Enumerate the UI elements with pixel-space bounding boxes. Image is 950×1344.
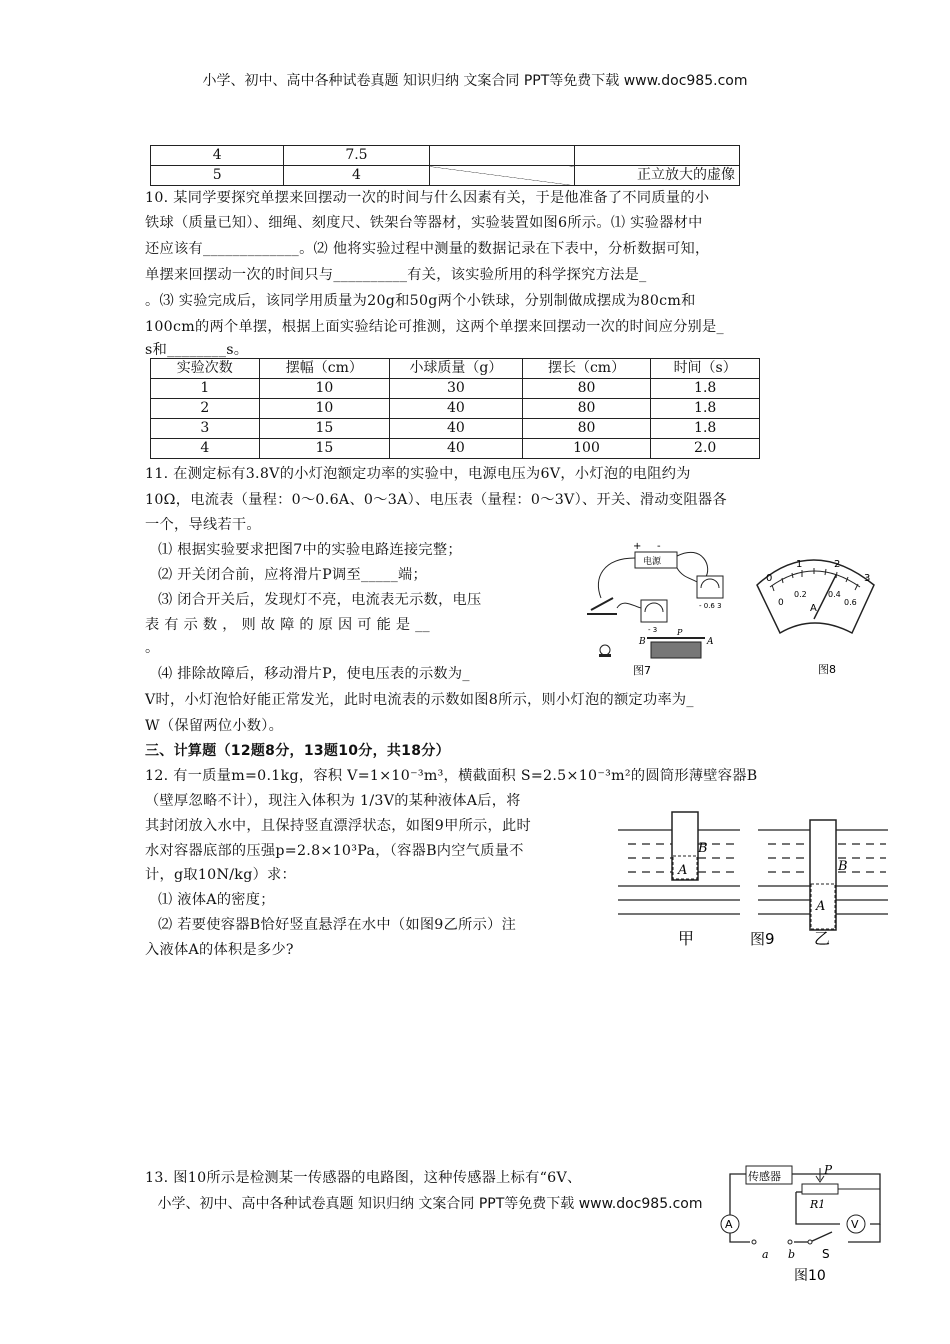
q12-line-5: 计，g取10N/kg）求：: [145, 867, 297, 883]
q10-line-6: 100cm的两个单摆，根据上面实验结论可推测，这两个单摆来回摆动一次的时间应分别是_: [145, 319, 724, 335]
switch-label: S: [822, 1247, 830, 1261]
q12-line-2: （壁厚忽略不计），现注入体积为 1/3V的某种液体A后，将: [145, 793, 521, 809]
rheostat-icon: [651, 642, 701, 658]
table-cell: 1.8: [651, 399, 760, 419]
figure-8-ammeter-dial: [752, 545, 882, 675]
fig9-right-label: 乙: [814, 929, 831, 948]
q11-line-8: 。: [145, 640, 160, 656]
table-header: 小球质量（g）: [390, 359, 523, 379]
table-row: [151, 399, 760, 419]
table-cell: 10: [259, 399, 390, 419]
top-table: [150, 145, 740, 186]
label-a: A: [707, 637, 714, 647]
terminal-a: a: [762, 1248, 769, 1261]
q11-line-10: V时，小灯泡恰好能正常发光，此时电流表的示数如图8所示，则小灯泡的额定功率为_: [145, 692, 694, 708]
dial-sub-04: 0.4: [828, 590, 841, 599]
q12-line-3: 其封闭放入水中，且保持竖直漂浮状态，如图9甲所示，此时: [145, 818, 532, 834]
terminal-b: b: [788, 1248, 796, 1261]
q10-line-1: 10. 某同学要探究单摆来回摆动一次的时间与什么因素有关，于是他准备了不同质量的小: [145, 190, 710, 206]
label-b-right: B: [838, 859, 848, 874]
switch-icon: [587, 598, 617, 614]
q10-data-table: [150, 358, 760, 459]
table-cell: 2.0: [651, 439, 760, 459]
q12-line-7: ⑵ 若要使容器B恰好竖直悬浮在水中（如图9乙所示）注: [158, 917, 517, 933]
label-a-left: A: [678, 863, 688, 878]
q10-line-7: s和________s。: [145, 342, 249, 358]
label-b: B: [639, 637, 646, 647]
table-cell: 15: [259, 419, 390, 439]
table-cell: 30: [390, 379, 523, 399]
q11-line-11: W（保留两位小数）。: [145, 718, 284, 734]
fig7-caption: 图7: [633, 664, 651, 677]
voltmeter-terminals: - 3: [648, 626, 658, 634]
table-row: [151, 166, 740, 186]
table-cell: 80: [522, 399, 651, 419]
r1-label: R1: [810, 1198, 826, 1211]
q11-line-1: 11. 在测定标有3.8V的小灯泡额定功率的实验中，电源电压为6V，小灯泡的电阻约为: [145, 466, 691, 482]
table-header-row: [151, 359, 760, 379]
figure-10-circuit: [710, 1162, 890, 1287]
table-cell: 5: [151, 166, 284, 186]
dial-label-1: 1: [796, 559, 803, 570]
table-header: 时间（s）: [651, 359, 760, 379]
table-row: [151, 439, 760, 459]
section-3-title: 三、计算题（12题8分，13题10分，共18分）: [145, 743, 450, 759]
fig8-caption: 图8: [818, 663, 836, 675]
q11-line-4: ⑴ 根据实验要求把图7中的实验电路连接完整；: [158, 542, 462, 558]
minus-label: -: [657, 541, 661, 552]
sensor-label: 传感器: [748, 1170, 781, 1183]
q11-line-5: ⑵ 开关闭合前，应将滑片P调至_____端；: [158, 567, 427, 583]
table-row: [151, 146, 740, 166]
q12-line-6: ⑴ 液体A的密度；: [158, 892, 275, 908]
ammeter-label: A: [725, 1218, 733, 1231]
table-cell: 1: [151, 379, 260, 399]
q13-line-1: 13. 图10所示是检测某一传感器的电路图，这种传感器上标有“6V、: [145, 1170, 582, 1186]
label-a-right: A: [816, 899, 826, 914]
q12-line-4: 水对容器底部的压强p=2.8×10³Pa，（容器B内空气质量不: [145, 843, 524, 859]
table-cell: 10: [259, 379, 390, 399]
table-cell: 40: [390, 419, 523, 439]
table-cell: 15: [259, 439, 390, 459]
table-cell: 4: [151, 146, 284, 166]
table-cell: [429, 146, 574, 166]
table-cell: [429, 166, 574, 186]
dial-unit: A: [810, 603, 817, 614]
table-cell: 80: [522, 379, 651, 399]
q12-line-1: 12. 有一质量m=0.1kg，容积 V=1×10⁻³m³，横截面积 S=2.5×10⁻³m²的圆筒形薄壁容器B: [145, 768, 758, 784]
table-cell: 100: [522, 439, 651, 459]
power-label: 电源: [643, 557, 662, 567]
page-header: 小学、初中、高中各种试卷真题 知识归纳 文案合同 PPT等免费下载 www.doc985.com: [202, 73, 748, 89]
bulb-icon: [600, 645, 610, 655]
table-cell: 3: [151, 419, 260, 439]
dial-label-0: 0: [766, 573, 773, 584]
table-cell: 正立放大的虚像: [574, 166, 739, 186]
figure-7-circuit: [573, 538, 753, 678]
dial-label-3: 3: [864, 573, 871, 584]
table-cell: 80: [522, 419, 651, 439]
q12-line-8: 入液体A的体积是多少?: [145, 942, 294, 958]
slider-arrow: [816, 1168, 824, 1182]
q10-line-3: 还应该有_____________。⑵ 他将实验过程中测量的数据记录在下表中，分析数据可知，: [145, 241, 710, 257]
label-b-left: B: [698, 841, 708, 856]
table-cell: [574, 146, 739, 166]
resistor-r1: [802, 1184, 838, 1194]
table-cell: 4: [151, 439, 260, 459]
dial-label-2: 2: [834, 559, 841, 570]
label-p: P: [677, 628, 683, 637]
q10-line-5: 。⑶ 实验完成后，该同学用质量为20g和50g两个小铁球，分别制做成摆成为80cm和: [145, 293, 696, 309]
fig9-left-label: 甲: [678, 929, 695, 948]
voltmeter-label: V: [851, 1218, 859, 1231]
q11-line-9: ⑷ 排除故障后，移动滑片P，使电压表的示数为_: [158, 666, 470, 682]
plus-label: +: [633, 541, 642, 552]
table-header: 实验次数: [151, 359, 260, 379]
fig10-caption: 图10: [794, 1268, 826, 1284]
q11-line-6: ⑶ 闭合开关后，发现灯不亮，电流表无示数，电压: [158, 592, 482, 608]
figure-9-containers: [618, 800, 888, 950]
page-footer: 小学、初中、高中各种试卷真题 知识归纳 文案合同 PPT等免费下载 www.doc985.com: [157, 1196, 703, 1212]
p-label: P: [824, 1163, 833, 1177]
dial-sub-02: 0.2: [794, 590, 807, 599]
table-header: 摆幅（cm）: [259, 359, 390, 379]
table-cell: 1.8: [651, 379, 760, 399]
table-header: 摆长（cm）: [522, 359, 651, 379]
fig9-caption: 图9: [750, 930, 775, 948]
q11-line-7: 表 有 示 数 ， 则 故 障 的 原 因 可 能 是 __: [145, 617, 430, 633]
table-cell: 40: [390, 439, 523, 459]
table-cell: 40: [390, 399, 523, 419]
dial-sub-06: 0.6: [844, 598, 857, 607]
q10-line-2: 铁球（质量已知）、细绳、刻度尺、铁架台等器材，实验装置如图6所示。⑴ 实验器材中: [145, 215, 703, 231]
q11-line-3: 一个，导线若干。: [145, 517, 261, 533]
table-cell: 4: [284, 166, 429, 186]
table-cell: 2: [151, 399, 260, 419]
table-row: [151, 419, 760, 439]
q11-line-2: 10Ω，电流表（量程：0～0.6A、0～3A）、电压表（量程：0～3V）、开关、滑动变阻器各: [145, 492, 727, 508]
table-cell: 7.5: [284, 146, 429, 166]
dial-sub-0: 0: [778, 598, 784, 608]
table-row: [151, 379, 760, 399]
ammeter-terminals: - 0.6 3: [699, 602, 722, 610]
q10-line-4: 单摆来回摆动一次的时间只与__________有关，该实验所用的科学探究方法是_: [145, 267, 647, 283]
table-cell: 1.8: [651, 419, 760, 439]
